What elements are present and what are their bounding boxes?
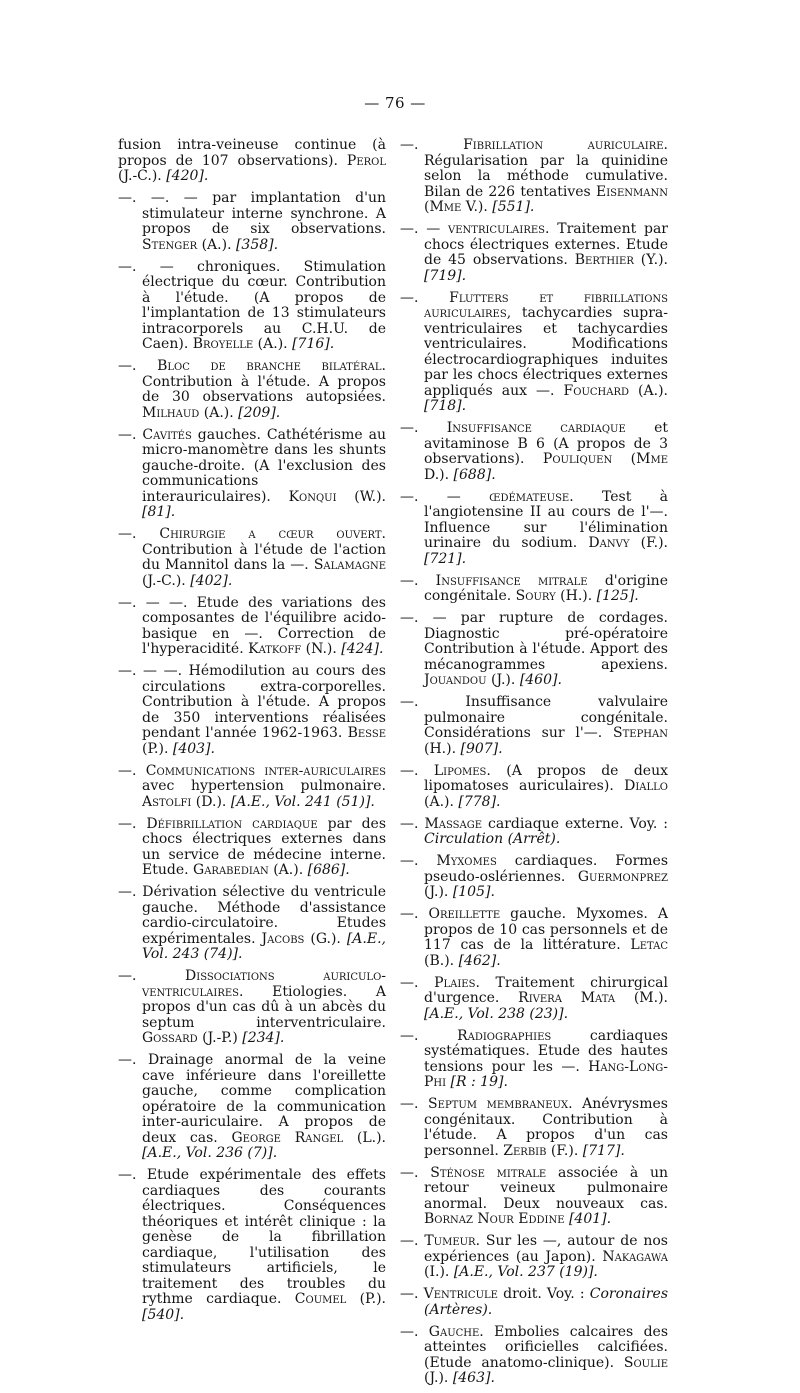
entry-author: Jouandou (J.).: [424, 672, 516, 688]
entry-prefix: —.: [118, 358, 158, 374]
entry-author: Eisenmann (Mme V.).: [424, 183, 669, 215]
entry-author: Gossard (J.-P.): [142, 1030, 238, 1046]
entry-prefix: —.: [400, 1027, 458, 1044]
entry-prefix: —.: [400, 137, 464, 153]
entry-text: et avitaminose B 6 (A propos de 3 observations).: [424, 420, 668, 467]
entry-heading: Gauche.: [428, 1323, 484, 1340]
entry-reference: [460].: [519, 672, 562, 688]
entry-prefix: —.: [400, 853, 437, 869]
index-entry: [400, 764, 668, 811]
entry-text: droit. Voy. :: [497, 1286, 585, 1302]
entry-prefix: —.: [400, 694, 466, 710]
left-column: [118, 138, 386, 1330]
entry-author: Besse (P.).: [142, 725, 386, 757]
entry-heading: Défibrillation cardiaque: [146, 815, 318, 832]
entry-heading: Bloc de branche bilatéral.: [157, 358, 386, 374]
index-entry: [400, 907, 668, 969]
entry-prefix: —. —: [400, 221, 449, 237]
entry-author: Diallo (A.).: [424, 778, 668, 810]
index-entry: [118, 885, 386, 963]
entry-author: Bornaz Nour Eddine: [424, 1211, 565, 1227]
index-entry: [400, 1166, 668, 1228]
entry-prefix: —.: [118, 815, 147, 832]
entry-heading: Chirurgie a cœur ouvert.: [159, 526, 386, 542]
entry-prefix: —.: [118, 968, 186, 984]
entry-prefix: —.: [400, 1286, 424, 1302]
entry-heading: ventriculaires.: [448, 221, 550, 237]
entry-author: Garabedian (A.).: [193, 862, 304, 878]
index-entry: [400, 854, 668, 901]
entry-heading: œdémateuse.: [489, 488, 574, 505]
entry-text: (A propos de deux lipomatoses auriculaires).: [424, 762, 669, 794]
index-entry: [400, 695, 668, 757]
entry-text: fusion intra-veineuse continue (à propos de 107 observations).: [118, 137, 386, 169]
entry-reference: [81].: [142, 504, 176, 520]
entry-prefix: —.: [400, 420, 447, 436]
index-entry: [400, 291, 668, 415]
entry-text: par implantation d'un stimulateur interne synchrone. A propos de six observations.: [142, 190, 386, 237]
index-entry: [118, 969, 386, 1047]
entry-prefix: —.: [400, 289, 450, 306]
index-entry: [118, 428, 386, 521]
entry-text: chroniques. Stimulation électrique du cœur. Contribution à l'étude. (A propos de l'implantation de 13 stimulateurs intracorporels au C.H.U. de Caen).: [142, 258, 386, 352]
index-entry: [400, 1029, 668, 1091]
entry-author: Astolfi (D.).: [142, 793, 227, 810]
entry-heading: Septum membraneux.: [428, 1096, 573, 1112]
entry-text: Traitement chirurgical d'urgence.: [424, 974, 668, 1006]
entry-text: Etude expérimentale des effets cardiaques des courants électriques. Conséquences théoriques et intérêt clinique : la genèse de la fibrillation cardiaque, l'utilisation des stimulateurs artificiels, le traitement des troubles du rythme cardiaque.: [142, 1167, 386, 1307]
entry-text: par rupture de cordages. Diagnostic pré-opératoire Contribution à l'étude. Apport des mécanogrammes apexiens.: [424, 610, 668, 673]
entry-prefix: —. —: [400, 488, 490, 505]
entry-author: Guermonprez (J.).: [424, 868, 668, 900]
entry-text: Drainage anormal de la veine cave inférieure dans l'oreillette gauche, comme complication opératoire de la communication inter-auriculaire. A propos de deux cas.: [142, 1052, 386, 1146]
entry-reference: [717].: [582, 1142, 625, 1159]
entry-reference: [462].: [458, 952, 501, 969]
entry-reference: [125].: [596, 588, 639, 604]
entry-prefix: —.: [400, 1164, 431, 1181]
entry-author: Milhaud (A.).: [142, 404, 234, 421]
index-entry: [400, 138, 668, 216]
entry-reference: [A.E., Vol. 238 (23)].: [424, 1005, 569, 1022]
index-entry: [118, 359, 386, 421]
entry-text: Etiologies. A propos d'un cas dû à un abcès du septum interventriculaire.: [142, 983, 386, 1031]
index-entry: [400, 817, 668, 848]
right-column: [400, 138, 668, 1393]
entry-heading: Sténose mitrale: [430, 1164, 547, 1181]
entry-reference: [778].: [458, 793, 501, 810]
entry-author: Soulie (J.).: [424, 1354, 668, 1386]
index-entry: [400, 976, 668, 1023]
entry-author: Perol (J.-C.).: [118, 152, 387, 184]
entry-author: Salamagne (J.-C.).: [142, 557, 387, 589]
entry-heading: Massage: [424, 815, 483, 832]
entry-author: Stenger (A.).: [142, 236, 232, 253]
index-entry: [400, 1234, 668, 1281]
entry-heading: Communications inter-auriculaires: [145, 762, 386, 779]
entry-text: Contribution à l'étude. A propos de 30 observations autopsiées.: [142, 373, 386, 405]
entry-prefix: —. —. —: [118, 190, 213, 206]
entry-reference: [716].: [292, 336, 335, 352]
index-entry: [118, 764, 386, 811]
entry-heading: Ventricule: [423, 1286, 498, 1302]
entry-reference: [719].: [424, 267, 467, 284]
entry-text: Anévrysmes congénitaux. Contribution à l'étude. A propos d'un cas personnel.: [424, 1096, 668, 1159]
entry-reference: [R : 19].: [450, 1074, 508, 1090]
entry-prefix: —.: [400, 762, 434, 779]
entry-heading: Insuffisance cardiaque: [446, 420, 626, 436]
entry-heading: Dissociations auriculo-ventriculaires.: [142, 968, 387, 1000]
index-entry: [118, 138, 386, 185]
entry-reference: [718].: [424, 398, 467, 414]
entry-heading: Cavités: [142, 426, 192, 443]
entry-text: gauche. Myxomes. A propos de 10 cas personnels et de 117 cas de la littérature.: [424, 906, 668, 953]
entry-reference: [A.E., Vol. 236 (7)].: [142, 1145, 278, 1161]
entry-text: cardiaques. Formes pseudo-oslériennes.: [424, 853, 669, 885]
entry-text: cardiaques systématiques. Etude des hautes tensions pour les —.: [424, 1027, 668, 1075]
index-entry: [118, 1053, 386, 1162]
index-entry: [118, 527, 386, 589]
entry-text: avec hypertension pulmonaire.: [142, 778, 386, 794]
entry-reference: Coronaires (Artères).: [424, 1286, 669, 1318]
entry-heading: Lipomes.: [433, 762, 491, 779]
page-number: — 76 —: [364, 94, 426, 112]
entry-author: Zerbib (F.).: [503, 1142, 579, 1159]
entry-author: Danvy (F.).: [588, 535, 669, 551]
index-entry: [118, 1168, 386, 1323]
entry-author: Stephan (H.).: [424, 725, 668, 757]
entry-reference: [420].: [166, 168, 209, 184]
entry-prefix: —. —: [400, 610, 461, 626]
entry-heading: Flutters et fibrillations auriculaires,: [424, 289, 669, 321]
entry-text: Sur les —, autour de nos expériences (au Japon).: [424, 1233, 668, 1265]
entry-reference: [403].: [172, 740, 215, 757]
entry-prefix: —.: [118, 884, 143, 900]
entry-reference: [402].: [190, 572, 233, 589]
entry-text: d'origine congénitale.: [424, 572, 668, 604]
entry-reference: [551].: [492, 199, 535, 215]
entry-prefix: —.: [118, 1052, 148, 1068]
entry-text: Etude des variations des composantes de l'équilibre acido-basique en —. Correction de l'hyperacidité.: [142, 594, 386, 657]
entry-text: Traitement par chocs électriques externes. Etude de 45 observations.: [424, 221, 668, 268]
entry-prefix: —.: [400, 815, 425, 832]
index-entry: [400, 490, 668, 568]
entry-reference: [234].: [242, 1030, 285, 1046]
entry-text: Embolies calcaires des atteintes orificielles calcifiées. (Etude anatomo-clinique).: [424, 1323, 668, 1371]
index-entry: [118, 191, 386, 253]
entry-prefix: —.: [400, 1323, 429, 1340]
entry-reference: [209].: [238, 404, 281, 421]
entry-heading: Radiographies: [457, 1027, 552, 1044]
entry-reference: [721].: [424, 550, 467, 567]
entry-prefix: —.: [118, 426, 143, 443]
entry-author: Rivera Mata (M.).: [518, 990, 669, 1006]
entry-reference: [A.E., Vol. 243 (74)].: [142, 930, 386, 962]
entry-prefix: —.: [400, 1096, 429, 1112]
entry-author: Coumel (P.).: [294, 1291, 386, 1307]
entry-reference: [105].: [452, 884, 495, 900]
entry-heading: Fibrillation auriculaire.: [463, 137, 668, 153]
entry-text: par des chocs électriques externes dans un service de médecine interne. Etude.: [142, 815, 386, 878]
entry-author: George Rangel (L.).: [231, 1129, 387, 1146]
entry-reference: [907].: [460, 740, 503, 757]
index-entry: [400, 1097, 668, 1159]
entry-author: Jacobs (G.).: [261, 930, 341, 947]
index-entry: [118, 664, 386, 757]
entry-author: Soury (H.).: [515, 588, 593, 604]
entry-prefix: —.: [118, 762, 146, 779]
entry-prefix: —. — —.: [118, 594, 197, 611]
entry-prefix: —.: [400, 974, 435, 991]
index-entry: [400, 1325, 668, 1387]
entry-author: Konqui (W.).: [288, 488, 386, 505]
entry-heading: Myxomes: [436, 853, 497, 869]
entry-author: Nakagawa (I.).: [424, 1248, 668, 1280]
index-entry: [400, 421, 668, 483]
entry-prefix: —.: [118, 1167, 147, 1183]
entry-reference: [463].: [452, 1370, 495, 1386]
entry-author: Fouchard (A.).: [563, 382, 668, 399]
entry-author: Broyelle (A.).: [192, 336, 288, 352]
entry-prefix: —. — —.: [118, 663, 189, 679]
entry-author: Berthier (Y.).: [574, 252, 668, 268]
entry-text: gauches. Cathétérisme au micro-manomètre dans les shunts gauche-droite. (A l'exclusion des communications interauriculaires).: [142, 426, 386, 505]
entry-author: Letac (B.).: [424, 937, 668, 969]
index-entry: [400, 222, 668, 284]
entry-prefix: —.: [118, 526, 160, 542]
entry-prefix: —. —: [118, 258, 197, 275]
entry-reference: [424].: [341, 641, 384, 657]
index-entry: [400, 611, 668, 689]
entry-reference: [A.E., Vol. 241 (51)].: [230, 793, 375, 810]
entry-text: Insuffisance valvulaire pulmonaire congénitale. Considérations sur l'—.: [424, 694, 669, 741]
entry-reference: [540].: [142, 1306, 185, 1323]
index-entry: [400, 1287, 668, 1318]
entry-heading: Oreillette: [428, 906, 501, 922]
entry-heading: Insuffisance mitrale: [435, 572, 588, 589]
index-entry: [118, 596, 386, 658]
entry-author: Katkoff (N.).: [248, 641, 337, 657]
entry-reference: [688].: [453, 466, 496, 483]
entry-text: Contribution à l'étude de l'action du Mannitol dans la —.: [142, 541, 386, 573]
entry-text: Dérivation sélective du ventricule gauche. Méthode d'assistance cardio-circulatoire. Etudes expérimentales.: [142, 884, 387, 947]
entry-reference: [358].: [235, 236, 279, 253]
entry-reference: [686].: [307, 862, 350, 878]
entry-text: Régularisation par la quinidine selon la méthode cumulative. Bilan de 226 tentatives: [424, 152, 668, 200]
index-entry: [400, 574, 668, 605]
entry-heading: Tumeur.: [424, 1233, 481, 1249]
entry-prefix: —.: [400, 572, 436, 589]
entry-text: Hémodilution au cours des circulations extra-corporelles. Contribution à l'étude. A propos de 350 interventions réalisées pendant l'année 1962-1963.: [142, 663, 386, 741]
entry-reference: [A.E., Vol. 237 (19)].: [453, 1264, 598, 1280]
entry-reference: Circulation (Arrêt).: [424, 831, 561, 847]
entry-heading: Plaies.: [434, 974, 480, 991]
index-entry: [118, 260, 386, 353]
entry-text: Test à l'angiotensine II au cours de l'—. Influence sur l'élimination urinaire du sodium.: [424, 488, 668, 551]
index-entry: [118, 817, 386, 879]
entry-text: associée à un retour veineux pulmonaire anormal. Deux nouveaux cas.: [424, 1164, 668, 1212]
entry-author: Pouliquen (Mme D.).: [424, 451, 668, 483]
entry-author: Hang-Long-Phi: [424, 1058, 668, 1090]
entry-reference: [401].: [568, 1211, 612, 1227]
entry-prefix: —.: [400, 1233, 425, 1249]
entry-prefix: —.: [400, 906, 429, 922]
entry-text: tachycardies supra-ventriculaires et tachycardies ventriculaires. Modifications électrocardiographiques induites par les chocs électriques externes appliqués aux —.: [424, 305, 668, 399]
entry-text: cardiaque externe. Voy. :: [482, 815, 668, 832]
